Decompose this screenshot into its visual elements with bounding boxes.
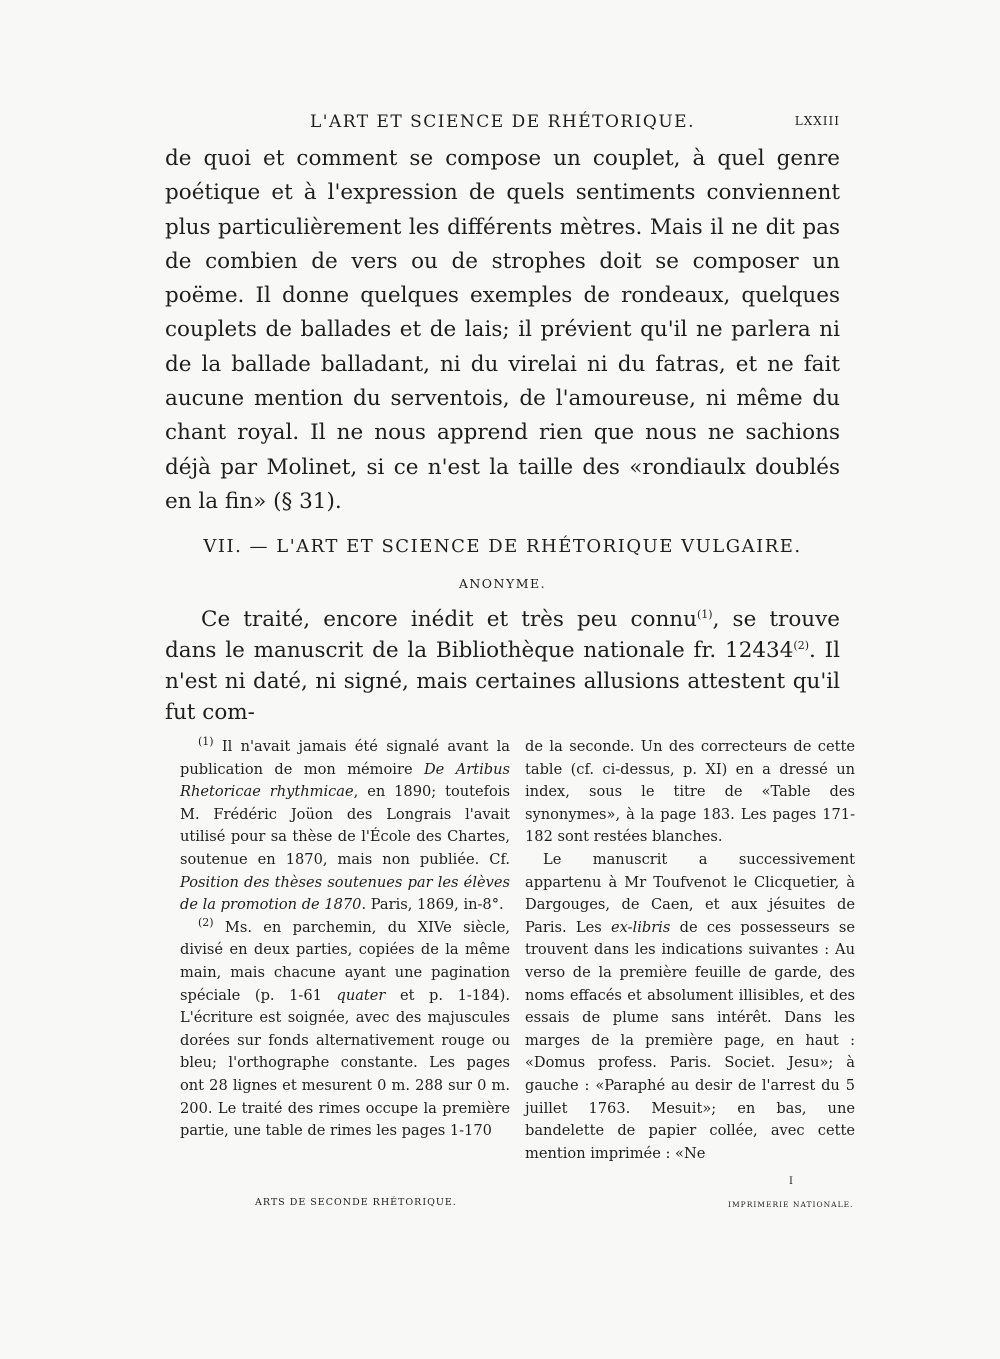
signature-mark: I: [789, 1176, 793, 1187]
footnote-1-text-a: Il n'avait jamais été signalé avant la publication de mon mémoire: [180, 738, 510, 778]
footnote-2-text-a: Ms. en parchemin, du XIVe siècle, divisé en deux parties, copiées de la même main, mais chacune ayant une pagination spéciale (p. 1-61: [180, 918, 510, 1004]
footer-printer: IMPRIMERIE NATIONALE.: [728, 1200, 854, 1209]
section-intro: [165, 604, 840, 728]
footer-book-title: ARTS DE SECONDE RHÉTORIQUE.: [255, 1197, 457, 1208]
provenance-ex-libris: ex-libris: [610, 918, 671, 936]
page-number: LXXIII: [794, 114, 840, 128]
main-text: [165, 142, 840, 519]
footnotes-right-column: [525, 736, 855, 1165]
body-paragraph: de quoi et comment se compose un couplet, à quel genre poétique et à l'expression de quels sentiments conviennent plus particulièrement les différents mètres. Mais il ne dit pas de combien de vers ou de strophes doit se composer un poëme. Il donne quelques exemples de rondeaux, quelques couplets de ballades et de lais; il prévient qu'il ne parlera ni de la ballade balladant, ni du virelai ni du fatras, et ne fait aucune mention du serventois, de l'amoureuse, ni même du chant royal. Il ne nous apprend rien que nous ne sachions déjà par Molinet, si ce n'est la taille des «rondiaulx doublés en la fin» (§ 31).: [165, 146, 840, 514]
footnote-2-continued: de la seconde. Un des correcteurs de cette table (cf. ci-dessus, p. XI) en a dressé un index, sous le titre de «Table des synonymes», à la page 183. Les pages 171-182 sont restées blanches.: [525, 738, 855, 846]
footnote-1-text-b: , en 1890; toutefois M. Frédéric Joüon des Longrais l'avait utilisé pour sa thèse de l'École des Chartes, soutenue en 1870, mais non publiée. Cf.: [180, 783, 510, 868]
footnote-1-title: De Artibus Rhetoricae rhythmicae: [180, 760, 510, 801]
running-head: [165, 108, 840, 138]
section-subtitle: ANONYME.: [458, 576, 547, 591]
footnote-ref-2: (2): [793, 638, 810, 652]
provenance-text-b: de ces possesseurs se trouvent dans les indications suivantes : Au verso de la première feuille de garde, des noms effacés et absolument illisibles, et des essais de plume sans intérêt. Dans les marges de la première page, en haut : «Domus profess. Paris. Societ. Jesu»; à gauche : «Paraphé au desir de l'arrest du 5 juillet 1763. Mesuit»; en bas, une bandelette de papier collée, avec cette mention imprimée : «Ne: [525, 918, 856, 1162]
intro-paragraph: [165, 604, 840, 728]
intro-text-a: Ce traité, encore inédit et très peu connu: [201, 607, 697, 632]
footnote-1: [180, 736, 510, 917]
provenance-text-a: Le manuscrit a successivement appartenu à Mr Toufvenot le Clicquetier, à Dargouges, de Caen, et aux jésuites de Paris. Les: [525, 850, 855, 936]
footnote-1-text-c: . Paris, 1869, in-8°.: [361, 896, 504, 914]
footnote-2-text-b: et p. 1-184). L'écriture est soignée, avec des majuscules dorées sur fonds alternativement rouge ou bleu; l'orthographe constante. Les pages ont 28 lignes et mesurent 0 m. 288 sur 0 m. 200. Le traité des rimes occupe la première partie, une table de rimes les pages 1-170: [180, 986, 510, 1140]
footnote-2-quater: quater: [336, 986, 386, 1004]
footnote-1-mark: (1): [198, 735, 214, 749]
intro-text-c: . Il n'est ni daté, ni signé, mais certaines allusions attestent qu'il fut com-: [165, 638, 840, 725]
footnote-2-mark: (2): [198, 915, 214, 929]
footnote-2-provenance: [525, 849, 855, 1165]
footnote-2: [180, 917, 510, 1143]
footnote-ref-1: (1): [697, 607, 713, 621]
intro-text-b: , se trouve dans le manuscrit de la Bibliothèque nationale fr. 12434: [165, 607, 840, 663]
section-title: VII. — L'ART ET SCIENCE DE RHÉTORIQUE VULGAIRE.: [203, 536, 802, 557]
footnote-1-reference: Position des thèses soutenues par les élèves de la promotion de 1870: [180, 873, 510, 914]
running-title: L'ART ET SCIENCE DE RHÉTORIQUE.: [310, 112, 695, 132]
footnotes-left-column: [180, 736, 510, 1143]
